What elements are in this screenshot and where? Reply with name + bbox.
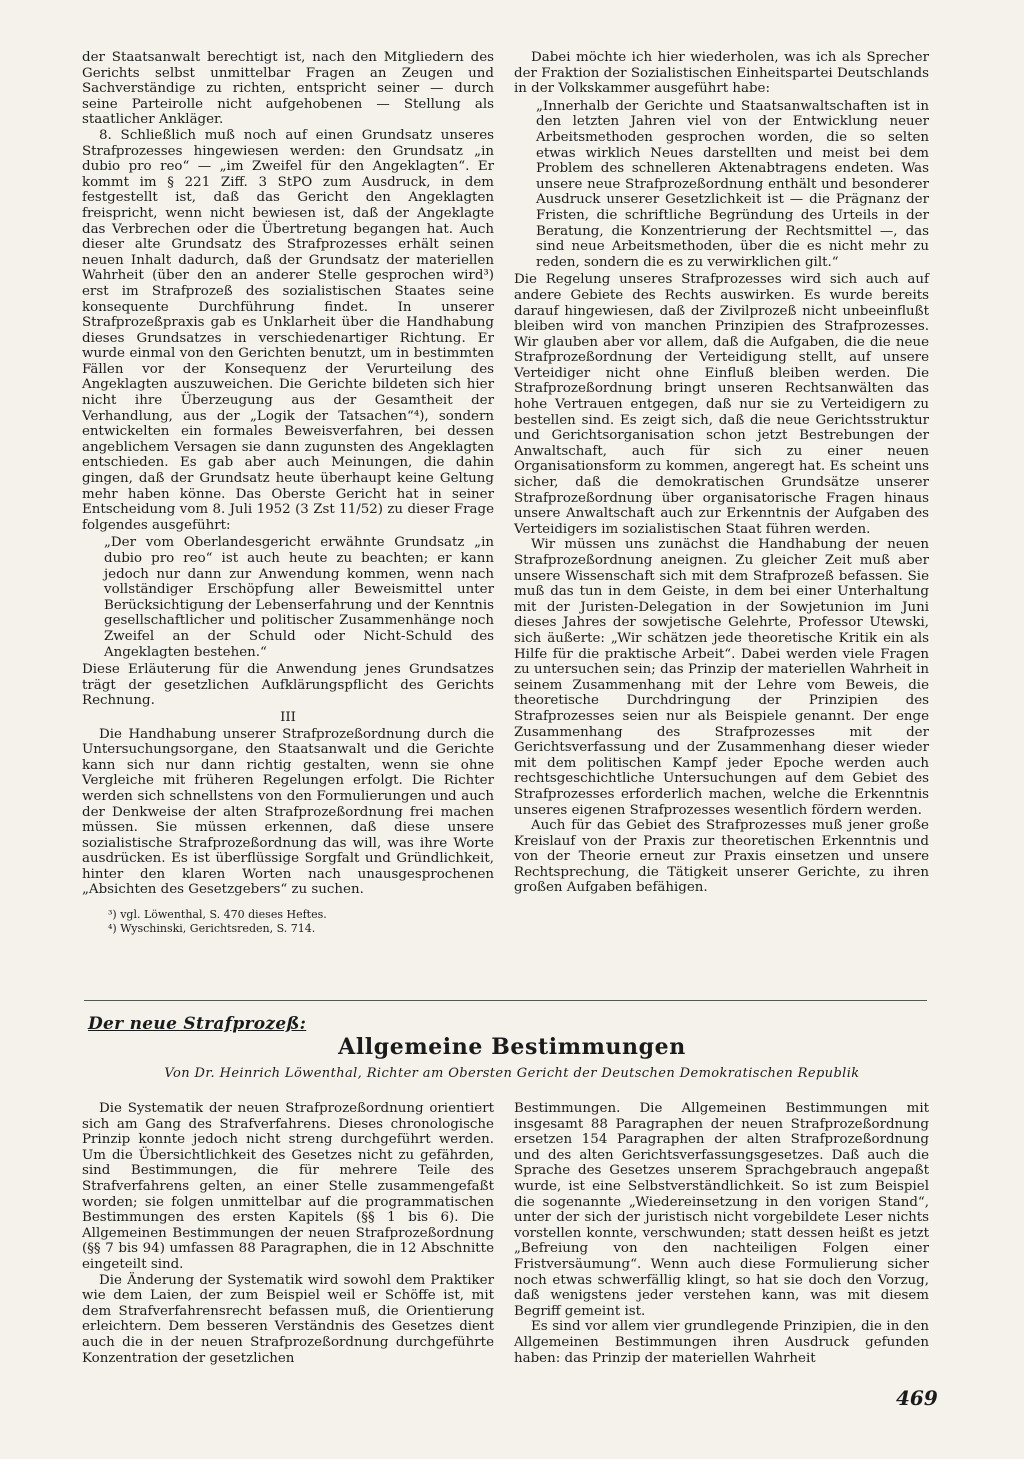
page-number: 469 <box>896 1386 938 1410</box>
column-top-right <box>514 50 929 896</box>
paragraph: Wir müssen uns zunächst die Handhabung der neuen Strafprozeßordnung aneignen. Zu gleicher Zeit muß aber unsere Wissenschaft sich mit dem Strafprozeß befassen. Sie muß das tun in dem Geiste, in dem bei einer Unterhaltung mit der Juristen-Delegation in der Sowjetunion im Juni dieses Jahres der sowjetische Gelehrte, Professor Utewski, sich äußerte: „Wir schätzen jede theoretische Kritik ein als Hilfe für die praktische Arbeit“. Dabei werden viele Fragen zu untersuchen sein; das Prinzip der materiellen Wahrheit in seinem Zusammenhang mit der Lehre vom Beweis, die theoretische Durchdringung der Prinzipien des Strafprozesses seien nur als Beispiele genannt. Der enge Zusammenhang des Strafprozesses mit der Gerichtsverfassung und der Zusammenhang dieser wieder mit dem politischen Kampf jeder Epoche werden auch rechtsgeschichtliche Untersuchungen auf dem Gebiet des Strafprozesses erforderlich machen, welche die Erkenntnis unseres eigenen Strafprozesses wesentlich fördern werden. <box>514 537 929 818</box>
section-divider <box>84 1000 927 1001</box>
quote-text: „Innerhalb der Gerichte und Staatsanwaltschaften ist in den letzten Jahren viel von der Entwicklung neuer Arbeitsmethoden gesprochen worden, die so selten etwas wirklich Neues darstellten und meist bei dem Problem des schnelleren Aktenabtragens endeten. Was unsere neue Strafprozeßordnung enthält und besonderer Ausdruck unserer Gesetzlichkeit ist — die Prägnanz der Fristen, die schriftliche Begründung des Urteils in der Beratung, die Konzentrierung der Rechtsmittel —, das sind neue Arbeitsmethoden, über die es nicht mehr zu reden, sondern die es zu verwirklichen gilt.“ <box>536 98 929 270</box>
article-title: Allgemeine Bestimmungen <box>338 1034 686 1060</box>
paragraph: 8. Schließlich muß noch auf einen Grundsatz unseres Strafprozesses hingewiesen werden: den Grundsatz „in dubio pro reo“ — „im Zweifel für den Angeklagten“. Er kommt im § 221 Ziff. 3 StPO zum Ausdruck, in dem festgestellt ist, daß das Gericht den Angeklagten freispricht, wenn nicht bewiesen ist, daß der Angeklagte das Verbrechen oder die Übertretung begangen hat. Auch dieser alte Grundsatz des Strafprozesses erhält seinen neuen Inhalt dadurch, daß der Grundsatz der materiellen Wahrheit (über den an anderer Stelle gesprochen wird³) erst im Strafprozeß des sozialistischen Staates seine konsequente Durchführung findet. In unserer Strafprozeßpraxis gab es Unklarheit über die Handhabung dieses Grundsatzes in verschiedenartiger Richtung. Er wurde einmal von den Gerichten benutzt, um in bestimmten Fällen vor der Konsequenz der Verurteilung des Angeklagten auszuweichen. Die Gerichte bildeten sich hier nicht ihre Überzeugung aus der Gesamtheit der Verhandlung, aus der „Logik der Tatsachen“⁴), sondern entwickelten ein formales Beweisverfahren, bei dessen angeblichem Versagen sie dann zugunsten des Angeklagten entschieden. Es gab aber auch Meinungen, die dahin gingen, daß der Grundsatz heute überhaupt keine Geltung mehr haben könne. Das Oberste Gericht hat in seiner Entscheidung vom 8. Juli 1952 (3 Zst 11/52) zu dieser Frage folgendes ausgeführt: <box>82 127 494 533</box>
quote-text: „Der vom Oberlandesgericht erwähnte Grundsatz „in dubio pro reo“ ist auch heute zu beachten; er kann jedoch nur dann zur Anwendung kommen, wenn nach vollständiger Erschöpfung aller Beweismittel unter Berücksichtigung der Lebenserfahrung und der Kenntnis gesellschaftlicher und politischer Zusammenhänge noch Zweifel an der Schuld oder Nicht-Schuld des Angeklagten bestehen.“ <box>104 535 494 660</box>
paragraph: Die Regelung unseres Strafprozesses wird sich auch auf andere Gebiete des Rechts auswirken. Es wurde bereits darauf hingewiesen, daß der Zivilprozeß nicht unbeeinflußt bleiben wird von manchen Prinzipien des Strafprozesses. Wir glauben aber vor allem, daß die Aufgaben, die die neue Strafprozeßordnung der Verteidigung stellt, auf unsere Verteidiger nicht ohne Einfluß bleiben werden. Die Strafprozeßordnung bringt unseren Rechtsanwälten das hohe Vertrauen entgegen, daß nur sie zu Verteidigern zu bestellen sind. Es zeigt sich, daß die neue Gerichtsstruktur und Gerichtsorganisation schon jetzt Bestrebungen der Anwaltschaft, auch für sich zu einer neuen Organisationsform zu kommen, angeregt hat. Es scheint uns sicher, daß die demokratischen Grundsätze unserer Strafprozeßordnung über organisatorische Fragen hinaus unsere Anwaltschaft auch zur Erkenntnis der Aufgaben des Verteidigers im sozialistischen Staat führen werden. <box>514 272 929 537</box>
paragraph: der Staatsanwalt berechtigt ist, nach den Mitgliedern des Gerichts selbst unmittelbar Fragen an Zeugen und Sachverständige zu richten, entspricht seiner — durch seine Parteirolle nicht aufgehobenen — Stellung als staatlicher Ankläger. <box>82 50 494 128</box>
block-quote <box>536 99 929 271</box>
block-quote <box>104 535 494 660</box>
paragraph: Auch für das Gebiet des Strafprozesses muß jener große Kreislauf von der Praxis zur theoretischen Erkenntnis und von der Theorie erneut zur Praxis einsetzen und unsere Rechtsprechung, die Tätigkeit unserer Gerichte, zu ihren großen Aufgaben befähigen. <box>514 818 929 896</box>
column-article-right <box>514 1101 929 1366</box>
footnote: ³) vgl. Löwenthal, S. 470 dieses Heftes. <box>108 908 327 922</box>
paragraph: Die Handhabung unserer Strafprozeßordnung durch die Untersuchungsorgane, den Staatsanwalt und die Gerichte kann sich nur dann richtig gestalten, wenn sie ohne Vergleiche mit früheren Regelungen erfolgt. Die Richter werden sich schnellstens von den Formulierungen und auch der Denkweise der alten Strafprozeßordnung frei machen müssen. Sie müssen erkennen, daß diese unsere sozialistische Strafprozeßordnung das will, was ihre Worte ausdrücken. Es ist überflüssige Sorgfalt und Gründlichkeit, hinter den klaren Worten nach unausgesprochenen „Absichten des Gesetzgebers“ zu suchen. <box>82 726 494 898</box>
footnote: ⁴) Wyschinski, Gerichtsreden, S. 714. <box>108 922 316 936</box>
paragraph: Dabei möchte ich hier wiederholen, was ich als Sprecher der Fraktion der Sozialistischen Einheitspartei Deutschlands in der Volkskammer ausgeführt habe: <box>514 50 929 97</box>
column-top-left <box>82 50 494 936</box>
section-label: Der neue Strafprozeß: <box>88 1014 307 1034</box>
article-byline: Von Dr. Heinrich Löwenthal, Richter am Obersten Gericht der Deutschen Demokratischen Republik <box>164 1066 860 1081</box>
paragraph: Es sind vor allem vier grundlegende Prinzipien, die in den Allgemeinen Bestimmungen ihren Ausdruck gefunden haben: das Prinzip der materiellen Wahrheit <box>514 1319 929 1366</box>
footnotes <box>82 908 494 936</box>
paragraph: Die Änderung der Systematik wird sowohl dem Praktiker wie dem Laien, der zum Beispiel weil er Schöffe ist, mit dem Strafverfahrensrecht befassen muß, die Orientierung erleichtern. Dem besseren Verständnis des Gesetzes dient auch die in der neuen Strafprozeßordnung durchgeführte Konzentration der gesetzlichen <box>82 1272 494 1366</box>
paragraph: Die Systematik der neuen Strafprozeßordnung orientiert sich am Gang des Strafverfahrens. Dieses chronologische Prinzip konnte jedoch nicht streng durchgeführt werden. Um die Übersichtlichkeit des Gesetzes nicht zu gefährden, sind Bestimmungen, die für mehrere Teile des Strafverfahrens gelten, an einer Stelle zusammengefaßt worden; sie folgen unmittelbar auf die programmatischen Bestimmungen des ersten Kapitels (§§ 1 bis 6). Die Allgemeinen Bestimmungen der neuen Strafprozeßordnung (§§ 7 bis 94) umfassen 88 Paragraphen, die in 12 Abschnitte eingeteilt sind. <box>82 1101 494 1272</box>
column-article-left <box>82 1101 494 1366</box>
paragraph: Bestimmungen. Die Allgemeinen Bestimmungen mit insgesamt 88 Paragraphen der neuen Strafprozeßordnung ersetzen 154 Paragraphen der alten Strafprozeßordnung und des alten Gerichtsverfassungsgesetzes. Daß auch die Sprache des Gesetzes unserem Sprachgebrauch angepaßt wurde, ist eine Selbstverständlichkeit. So ist zum Beispiel die sogenannte „Wiedereinsetzung in den vorigen Stand“, unter der sich der juristisch nicht vorgebildete Leser nichts vorstellen konnte, verschwunden; statt dessen heißt es jetzt „Befreiung von den nachteiligen Folgen einer Fristversäumung“. Wenn auch diese Formulierung sicher noch etwas schwerfällig klingt, so hat sie doch den Vorzug, daß wenigstens jeder verstehen kann, was mit diesem Begriff gemeint ist. <box>514 1101 929 1319</box>
paragraph: Diese Erläuterung für die Anwendung jenes Grundsatzes trägt der gesetzlichen Aufklärungspflicht des Gerichts Rechnung. <box>82 662 494 709</box>
section-heading: III <box>280 709 296 725</box>
